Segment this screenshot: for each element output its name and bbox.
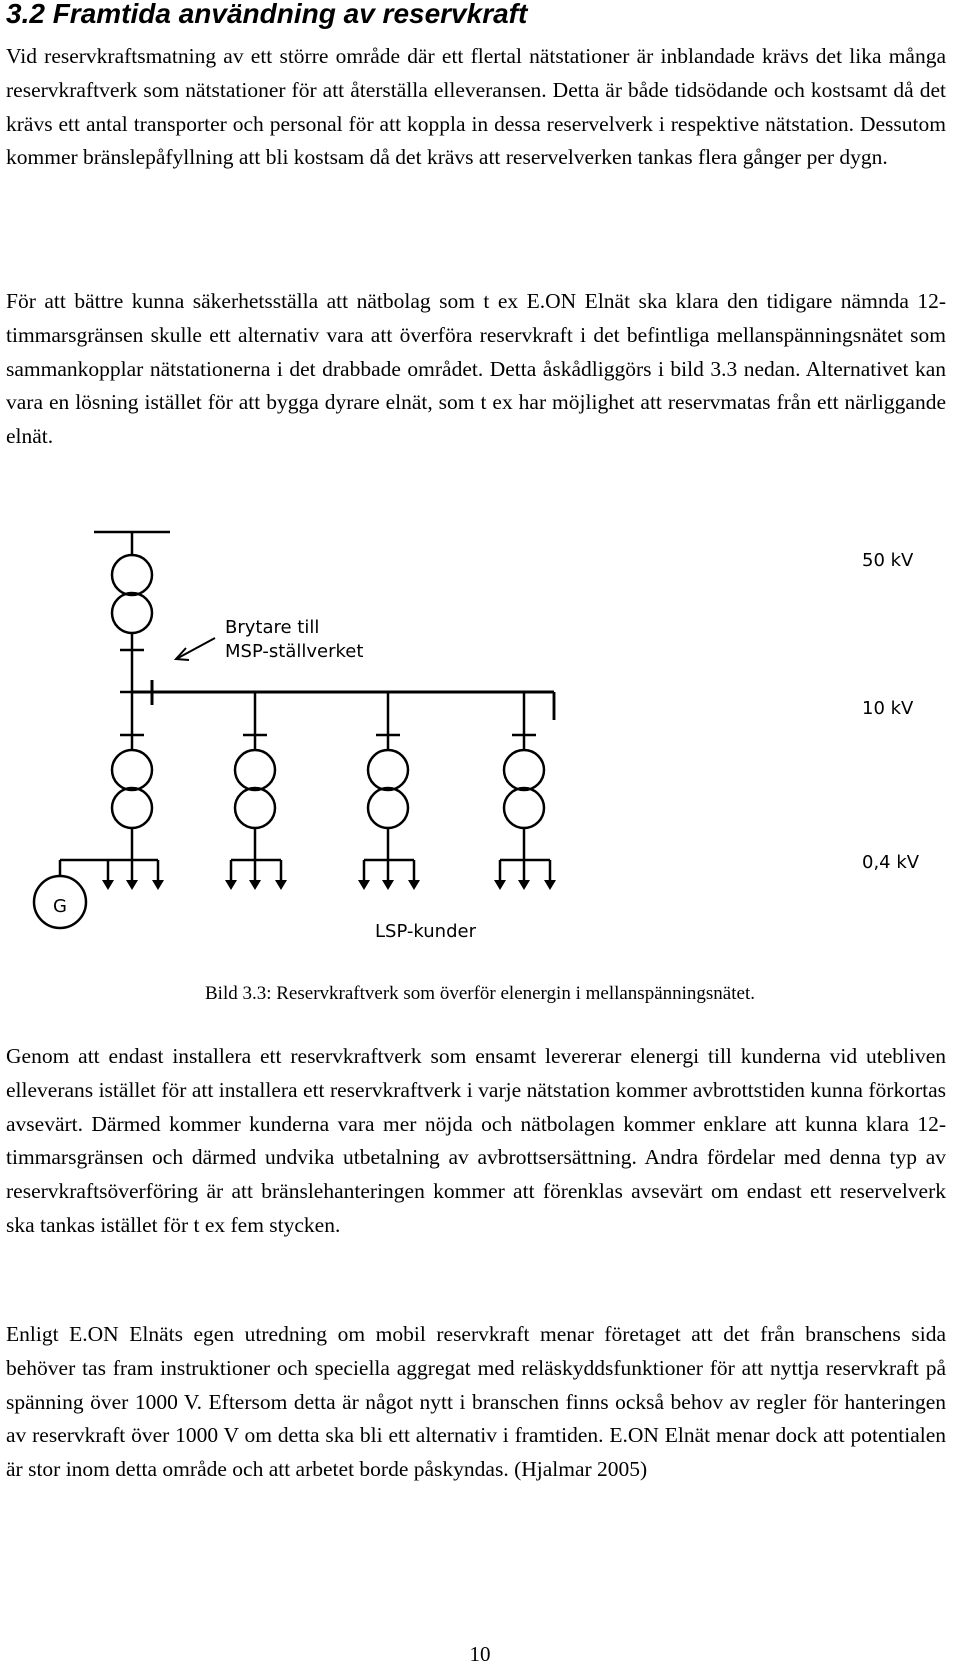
label-04kv: 0,4 kV [862, 852, 920, 873]
substation-4 [500, 692, 550, 883]
generator-connection [34, 860, 108, 928]
lsp-feed-arrows [102, 880, 556, 890]
label-generator: G [53, 896, 67, 917]
page-number: 10 [469, 1642, 491, 1666]
transformer-main-secondary [112, 593, 152, 633]
label-breaker-line1: Brytare till [225, 617, 320, 638]
paragraph-1: Vid reservkraftsmatning av ett större område där ett flertal nätstationer är inblandade krävs det lika många reservkraftverk som nätstationer för att återställa elleveransen. Detta är både tidsödande och kostsamt då det krävs ett antal transporter och personal för att koppla in dessa reservelverk i respektive nätstation. Dessutom kommer bränslepåfyllning att bli kostsam då det krävs att reservelverken tankas flera gånger per dygn. [6, 44, 946, 170]
paragraph-4: Enligt E.ON Elnäts egen utredning om mobil reservkraft menar företaget att det från branschens sida behöver tas fram instruktioner och speciella aggregat med reläskyddsfunktioner för att nyttja reservkraft på spänning över 1000 V. Eftersom detta är något nytt i branschen finns också behov av regler för hanteringen av reservkraft över 1000 V om detta ska bli ett alternativ i framtiden. E.ON Elnät menar dock att potentialen är stor inom detta område och att arbetet borde påskyndas. (Hjalmar 2005) [6, 1322, 946, 1482]
paragraph-2: För att bättre kunna säkerhetsställa att nätbolag som t ex E.ON Elnät ska klara den tidigare nämnda 12- timmarsgränsen skulle ett alternativ vara att överföra reservkraft i det befintliga mellanspänningsnätet som sammankopplar nätstationerna i det drabbade området. Detta åskådliggörs i bild 3.3 nedan. Alternativet kan vara en lösning istället för att bygga dyrare elnät, som t ex har möjlighet att reservmatas från ett närliggande elnät. [6, 289, 946, 449]
label-50kv: 50 kV [862, 550, 914, 571]
section-heading: 3.2 Framtida användning av reservkraft [6, 0, 528, 29]
substation-3 [364, 692, 414, 883]
paragraph-3: Genom att endast installera ett reservkraftverk som ensamt levererar elenergi till kunderna vid utebliven elleverans istället för att installera ett reservkraftverk i varje nätstation kommer avbrottstiden kunna förkortas avsevärt. Därmed kommer kunderna vara mer nöjda och nätbolagen kommer enklare att kunna klara 12-timmarsgränsen och därmed undvika utbetalning av avbrottsersättning. Andra fördelar med denna typ av reservkraftsöverföring är att bränslehanteringen kommer att förenklas avsevärt om endast ett reservelverk ska tankas istället för t ex fem stycken. [6, 1044, 946, 1237]
label-breaker-line2: MSP-ställverket [225, 641, 364, 662]
substations [108, 692, 554, 883]
label-lsp-customers: LSP-kunder [375, 921, 476, 942]
single-line-diagram [0, 520, 960, 960]
transformer-main-primary [112, 555, 152, 595]
figure-caption: Bild 3.3: Reservkraftverk som överför elenergin i mellanspänningsnätet. [205, 983, 755, 1004]
substation-2 [231, 692, 281, 883]
substation-1 [108, 692, 158, 883]
label-10kv: 10 kV [862, 698, 914, 719]
